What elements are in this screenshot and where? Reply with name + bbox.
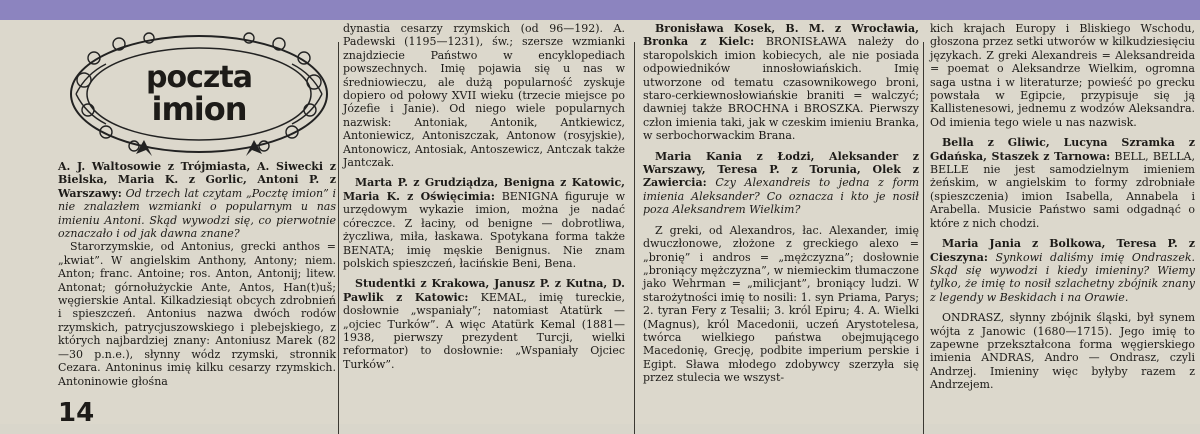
letter-1 bbox=[58, 160, 336, 240]
letter-aleksander-senders: Maria Kania z Łodzi, Aleksander z Warszawy, Teresa P. z Torunia, Olek z Zawiercia: bbox=[643, 149, 919, 190]
column-2 bbox=[343, 22, 625, 378]
letter-benigna bbox=[343, 176, 625, 270]
answer-aleksander: Z greki, od Alexandros, łac. Alexander, imię dwuczłonowe, złożone z greckiego alexo = „bronię” i andros = „mężczyzna”; dosłownie „broniący mężczyzna”, w niemieckim tłumaczone jako Wehrman = „milicjant”, broniący ludzi. W starożytności imię to nosili: 1. syn Priama, Parys; 2. tyran Fery z Tesalii; 3. król Epiru; 4. A. Wielki (Magnus), król Macedonii, uczeń Arystotelesa, twórca wielkiego państwa obejmującego Macedonię, Grecję, podbite imperium perskie i Egipt. Sława młodego zdobywcy szerzyła się przez stulecia we wszyst- bbox=[643, 223, 919, 385]
column-divider bbox=[634, 42, 635, 434]
answer-aleksander-continued: kich krajach Europy i Bliskiego Wschodu, głoszona przez setki utworów w kilkudziesięciu językach. Z greki Alexandreis = Aleksandreida = poemat o Aleksandrze Wielkim, ogromna saga ustna i w literaturze; powieść po grecku powstała w Egipcie, przypisuje się ją Kallistenesowi, jednemu z wodzów Aleksandra. Od imienia tego wiele u nas nazwisk. bbox=[930, 22, 1195, 129]
masthead-line2: imion bbox=[151, 90, 247, 128]
column-4 bbox=[930, 22, 1195, 399]
letter-bella bbox=[930, 136, 1195, 230]
answer-kemal: KEMAL, imię tureckie, dosłownie „wspaniały”; natomiast Atatürk — „ojciec Turków”. A więc Atatürk Kemal (1881—1938, pierwszy prezydent Turcji, wielki reformator) to dosłownie: „Wspaniały Ojciec Turków”. bbox=[343, 290, 625, 371]
letter-kemal bbox=[343, 277, 625, 371]
letter-ondraszek-question: Synkowi daliśmy imię Ondraszek. Skąd się wywodzi i kiedy imieniny? Wiemy tylko, że imię to nosił szlachetny zbójnik znany z legendy w Beskidach i na Orawie. bbox=[930, 250, 1196, 304]
column-divider bbox=[338, 42, 339, 434]
column-divider bbox=[923, 42, 924, 434]
letter-bella-senders: Bella z Gliwic, Lucyna Szramka z Gdańska, Staszek z Tarnowa: bbox=[930, 136, 1195, 163]
column-3 bbox=[643, 22, 919, 392]
letter-1-senders: A. J. Waltosowie z Trójmiasta, A. Siwecki z Bielska, Maria K. z Gorlic, Antoni P. z Warszawy: bbox=[58, 160, 336, 200]
masthead-logo bbox=[64, 30, 334, 158]
answer-antoni: Starorzymskie, od Antonius, grecki anthos = „kwiat”. W angielskim Anthony, Antony; niem. Anton; franc. Antoine; ros. Anton, Antonij; litew. Antonat; górnołużyckie Ante, Antos, Han(t)uš; węgierskie Antal. Kilkadziesiąt obcych zdrobnień i spieszczeń. Antonius nazwa dwóch rodów rzymskich, patrycjuszowskiego i plebejskiego, z których najbardziej znany: Antoniusz Marek (82—30 p.n.e.), słynny wódz rzymski, stronnik Cezara. Antoninus imię kilku cesarzy rzymskich. Antoninowie głośna bbox=[58, 240, 336, 388]
column-1 bbox=[58, 160, 336, 395]
top-color-band bbox=[0, 0, 1200, 20]
page-number: 14 bbox=[58, 398, 95, 428]
newspaper-page bbox=[0, 20, 1200, 424]
letter-ondraszek bbox=[930, 237, 1195, 304]
letter-bronislawa-senders: Bronisława Kosek, B. M. z Wrocławia, Bronka z Kielc: bbox=[643, 22, 919, 49]
masthead-line1: poczta bbox=[146, 60, 252, 95]
answer-bronislawa: BRONISŁAWA należy do staropolskich imion kobiecych, ale nie posiada odpowiedników innosłowiańskich. Imię utworzone od tematu czasownikowego broni, staro-cerkiewnosłowiańskie braniti = walczyć; dawniej także BROCHNA i BROSZKA. Pierwszy człon imienia taki, jak w czeskim imieniu Branka, w serbochorwackim Brana. bbox=[643, 35, 919, 143]
letter-benigna-senders: Marta P. z Grudziądza, Benigna z Katowic, Maria K. z Oświęcimia: bbox=[343, 176, 625, 203]
letter-aleksander bbox=[643, 150, 919, 217]
answer-ondrasz: ONDRASZ, słynny zbójnik śląski, był synem wójta z Janowic (1680—1715). Jego imię to zapewne przekształcona forma węgierskiego imienia ANDRAS, Andro — Ondrasz, czyli Andrzej. Imieniny więc byłyby razem z Andrzejem. bbox=[930, 311, 1195, 392]
letter-1-question: Od trzech lat czytam „Pocztę imion” i nie znalazłem wzmianki o popularnym u nas imieniu Antoni. Skąd wywodzi się, co pierwotnie oznaczało i od jak dawna znane? bbox=[58, 186, 336, 241]
letter-kemal-senders: Studentki z Krakowa, Janusz P. z Kutna, D. Pawlik z Katowic: bbox=[343, 277, 625, 304]
letter-ondraszek-senders: Maria Jania z Bolkowa, Teresa P. z Cieszyna: bbox=[930, 237, 1195, 264]
answer-antoni-continued: dynastia cesarzy rzymskich (od 96—192). A. Padewski (1195—1231), św.; szersze wzmianki znajdziecie Państwo w encyklopediach powszechnych. Imię pojawia się u nas w średniowieczu, ale dużą popularność zyskuje dopiero od połowy XVII wieku (trzecie miejsce po Józefie i Janie). Od niego wiele popularnych nazwisk: Antoniak, Antonik, Antkiewicz, Antoniewicz, Antoniszczak, Antonow (rosyjskie), Antonowicz, Antosiak, Antoszewicz, Antczak także Jantczak. bbox=[343, 22, 625, 170]
answer-benigna: BENIGNA figuruje w urzędowym wykazie imion, można je nadać córeczce. Z łaciny, od benigne — dobrotliwa, życzliwa, miła, łaskawa. Spotykana forma także BENATA; imię męskie Benignus. Nie znam polskich spieszczeń, łacińskie Beni, Bena. bbox=[343, 189, 625, 270]
letter-bronislawa bbox=[643, 22, 919, 143]
answer-bella: BELL, BELLA, BELLE nie jest samodzielnym imieniem żeńskim, w angielskim to formy zdrobniałe (spieszczenia) imion Isabella, Annabela i Arabella. Musicie Państwo sami odgadnąć o które z nich chodzi. bbox=[930, 149, 1195, 230]
letter-aleksander-question: Czy Alexandreis to jedna z form imienia Aleksander? Co oznacza i kto je nosił poza Aleksandrem Wielkim? bbox=[643, 176, 919, 217]
